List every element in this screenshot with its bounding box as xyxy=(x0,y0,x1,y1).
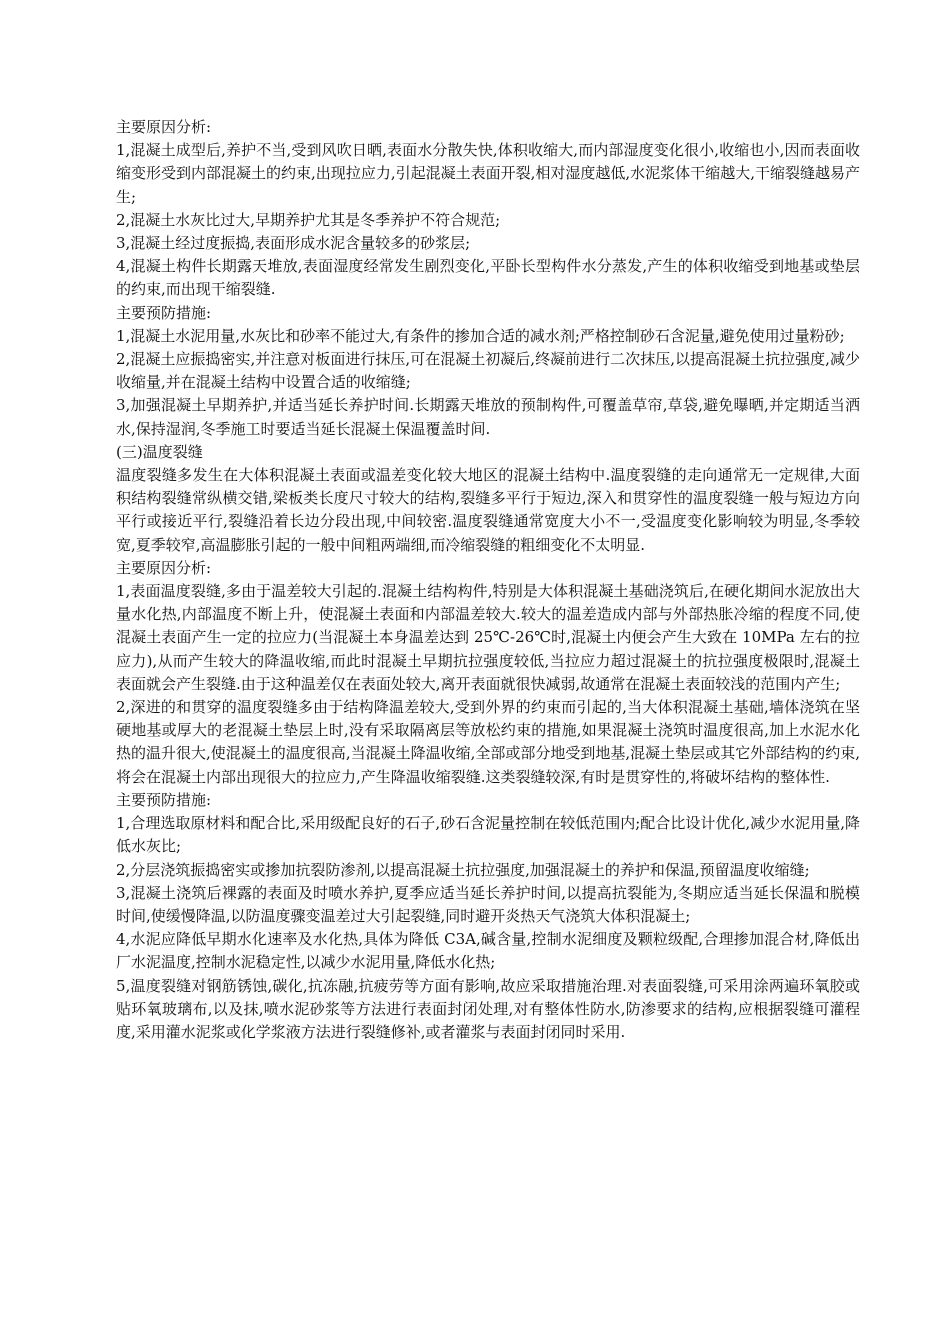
paragraph: 4,水泥应降低早期水化速率及水化热,具体为降低 C3A,碱含量,控制水泥细度及颗粒级配,合理掺加混合材,降低出厂水泥温度,控制水泥稳定性,以减少水泥用量,降低水化热; xyxy=(116,930,860,972)
document-page xyxy=(116,116,860,1044)
paragraph: 3,混凝土经过度振捣,表面形成水泥含量较多的砂浆层; xyxy=(116,234,471,253)
section-heading-prevention: 主要预防措施: xyxy=(116,303,212,322)
paragraph: 1,合理选取原材料和配合比,采用级配良好的石子,砂石含泥量控制在较低范围内;配合比设计优化,减少水泥用量,降低水灰比; xyxy=(116,814,860,856)
paragraph: 2,分层浇筑振捣密实或掺加抗裂防渗剂,以提高混凝土抗拉强度,加强混凝土的养护和保温,预留温度收缩缝; xyxy=(116,860,810,879)
section-heading-temperature-cracks: (三)温度裂缝 xyxy=(116,442,203,461)
section-heading-cause-analysis: 主要原因分析: xyxy=(116,558,212,577)
paragraph: 温度裂缝多发生在大体积混凝土表面或温差变化较大地区的混凝土结构中.温度裂缝的走向通常无一定规律,大面积结构裂缝常纵横交错,梁板类长度尺寸较大的结构,裂缝多平行于短边,深入和贯穿性的温度裂缝一般与短边方向平行或接近平行,裂缝沿着长边分段出现,中间较密.温度裂缝通常宽度大小不一,受温度变化影响较为明显,冬季较宽,夏季较窄,高温膨胀引起的一般中间粗两端细,而冷缩裂缝的粗细变化不太明显. xyxy=(116,466,860,554)
paragraph: 5,温度裂缝对钢筋锈蚀,碳化,抗冻融,抗疲劳等方面有影响,故应采取措施治理.对表面裂缝,可采用涂两遍环氧胶或贴环氧玻璃布,以及抹,喷水泥砂浆等方法进行表面封闭处理,对有整体性防水,防渗要求的结构,应根据裂缝可灌程度,采用灌水泥浆或化学浆液方法进行裂缝修补,或者灌浆与表面封闭同时采用. xyxy=(116,976,860,1041)
paragraph: 3,加强混凝土早期养护,并适当延长养护时间.长期露天堆放的预制构件,可覆盖草帘,草袋,避免曝晒,并定期适当洒水,保持湿润,冬季施工时要适当延长混凝土保温覆盖时间. xyxy=(116,396,860,438)
section-heading-prevention: 主要预防措施: xyxy=(116,790,212,809)
paragraph: 2,深进的和贯穿的温度裂缝多由于结构降温差较大,受到外界的约束而引起的,当大体积混凝土基础,墙体浇筑在坚硬地基或厚大的老混凝土垫层上时,没有采取隔离层等放松约束的措施,如果混凝土浇筑时温度很高,加上水泥水化热的温升很大,使混凝土的温度很高,当混凝土降温收缩,全部或部分地受到地基,混凝土垫层或其它外部结构的约束,将会在混凝土内部出现很大的拉应力,产生降温收缩裂缝.这类裂缝较深,有时是贯穿性的,将破坏结构的整体性. xyxy=(116,698,860,786)
paragraph: 4,混凝土构件长期露天堆放,表面湿度经常发生剧烈变化,平卧长型构件水分蒸发,产生的体积收缩受到地基或垫层的约束,而出现干缩裂缝. xyxy=(116,257,860,299)
paragraph: 2,混凝土水灰比过大,早期养护尤其是冬季养护不符合规范; xyxy=(116,210,501,229)
paragraph: 1,混凝土水泥用量,水灰比和砂率不能过大,有条件的掺加合适的减水剂;严格控制砂石含泥量,避免使用过量粉砂; xyxy=(116,326,845,345)
section-heading-cause-analysis: 主要原因分析: xyxy=(116,118,212,136)
paragraph: 1,混凝土成型后,养护不当,受到风吹日晒,表面水分散失快,体积收缩大,而内部湿度变化很小,收缩也小,因而表面收缩变形受到内部混凝土的约束,出现拉应力,引起混凝土表面开裂,相对湿度越低,水泥浆体干缩越大,干缩裂缝越易产生; xyxy=(116,141,860,206)
paragraph: 2,混凝土应振捣密实,并注意对板面进行抹压,可在混凝土初凝后,终凝前进行二次抹压,以提高混凝土抗拉强度,减少收缩量,并在混凝土结构中设置合适的收缩缝; xyxy=(116,350,860,392)
paragraph: 1,表面温度裂缝,多由于温差较大引起的.混凝土结构构件,特别是大体积混凝土基础浇筑后,在硬化期间水泥放出大量水化热,内部温度不断上升，使混凝土表面和内部温差较大.较大的温差造成内部与外部热胀冷缩的程度不同,使混凝土表面产生一定的拉应力(当混凝土本身温差达到 25℃-26℃时,混凝土内便会产生大致在 10MPa 左右的拉应力),从而产生较大的降温收缩,而此时混凝土早期抗拉强度较低,当拉应力超过混凝土的抗拉强度极限时,混凝土表面就会产生裂缝.由于这种温差仅在表面处较大,离开表面就很快减弱,故通常在混凝土表面较浅的范围内产生; xyxy=(116,582,860,693)
paragraph: 3,混凝土浇筑后裸露的表面及时喷水养护,夏季应适当延长养护时间,以提高抗裂能为,冬期应适当延长保温和脱模时间,使缓慢降温,以防温度骤变温差过大引起裂缝,同时避开炎热天气浇筑大体积混凝土; xyxy=(116,883,860,925)
